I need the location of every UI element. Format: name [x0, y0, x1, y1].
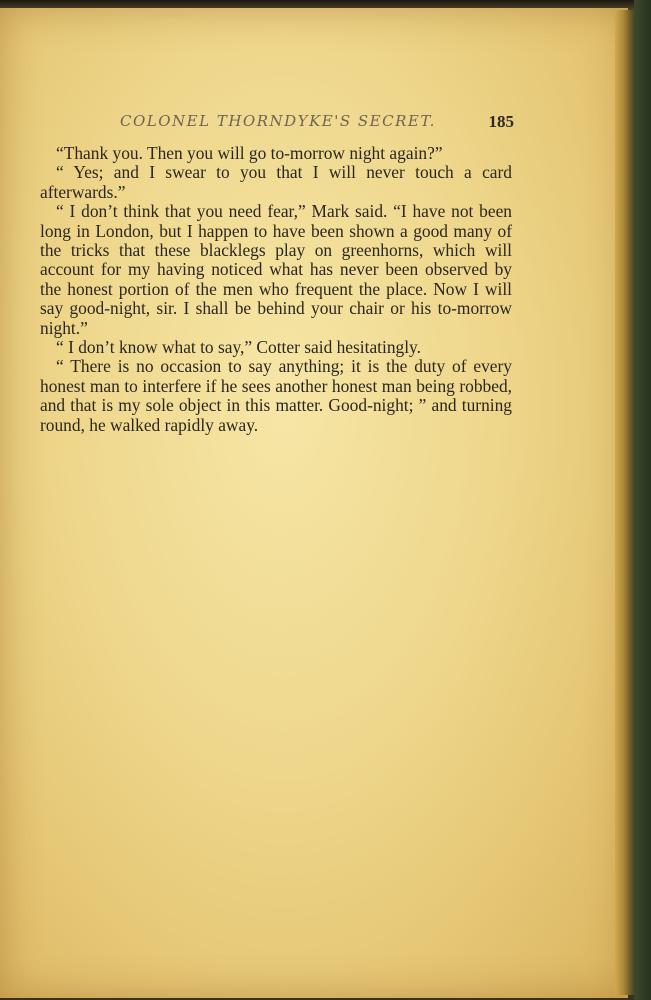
page-number: 185 [488, 112, 514, 131]
paragraph: “ I don’t think that you need fear,” Mark said. “I have not been long in London, but I happen to have been shown a good many of the tricks that these blacklegs play on greenhorns, which will account for my having noticed what has never been observed by the honest portion of the men who frequent the place. Now I will say good-night, sir. I shall be behind your chair or his to-morrow night.” [40, 201, 512, 338]
paragraph: “ I don’t know what to say,” Cotter said hesitatingly. [56, 337, 421, 358]
paragraph: “Thank you. Then you will go to-morrow night again?” [56, 143, 443, 163]
running-head [40, 112, 514, 136]
running-title: COLONEL THORNDYKE'S SECRET. [120, 112, 436, 130]
book-cover-edge [634, 0, 651, 1000]
paragraph: “ There is no occasion to say anything; it is the duty of every honest man to interfere if he sees another honest man being robbed, and that is my sole object in this matter. Good-night; ” and turning round, he walked rapidly away. [40, 356, 512, 435]
paragraph: “ Yes; and I swear to you that I will never touch a card afterwards.” [40, 162, 512, 202]
body-text [40, 144, 512, 435]
